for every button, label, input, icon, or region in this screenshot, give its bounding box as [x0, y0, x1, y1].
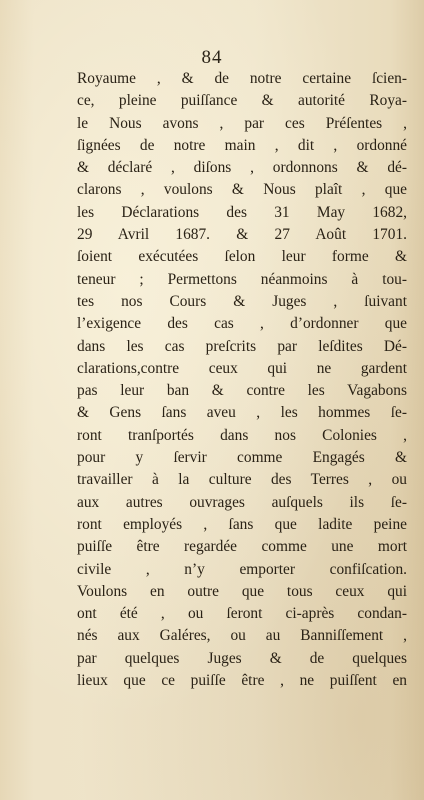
text-line: pour y ſervir comme Engagés &: [77, 449, 407, 467]
body-text: [77, 68, 407, 692]
text-line: le Nous avons , par ces Préſentes ,: [77, 114, 407, 132]
text-line: ont été , ou ſeront ci-après condan-: [77, 605, 407, 623]
text-line: tes nos Cours & Juges , ſuivant: [77, 292, 407, 310]
text-line: clarations,contre ceux qui ne gardent: [77, 359, 407, 377]
text-line: civile , n’y emporter confiſcation.: [77, 560, 407, 578]
text-line: travailler à la culture des Terres , ou: [77, 471, 407, 489]
text-line: dans les cas preſcrits par leſdites Dé-: [77, 337, 407, 355]
text-line: ront employés , ſans que ladite peine: [77, 515, 407, 533]
text-line: les Déclarations des 31 May 1682,: [77, 203, 407, 221]
page-number: 84: [201, 47, 223, 68]
text-line: Royaume , & de notre certaine ſcien-: [77, 70, 407, 87]
text-line: Voulons en outre que tous ceux qui: [77, 582, 407, 600]
text-line: ſoient exécutées ſelon leur forme &: [77, 248, 407, 266]
text-line: nés aux Galéres, ou au Banniſſement ,: [77, 627, 407, 645]
text-line: & déclaré , diſons , ordonnons & dé-: [77, 159, 407, 177]
text-line: 29 Avril 1687. & 27 Août 1701.: [77, 226, 407, 244]
text-line: puiſſe être regardée comme une mort: [77, 538, 407, 556]
text-line: teneur ; Permettons néanmoins à tou-: [77, 270, 407, 288]
text-line: l’exigence des cas , d’ordonner que: [77, 315, 407, 333]
text-line: par quelques Juges & de quelques: [77, 649, 407, 667]
text-line: & Gens ſans aveu , les hommes ſe-: [77, 404, 407, 422]
text-line: ront tranſportés dans nos Colonies ,: [77, 426, 407, 444]
text-line: aux autres ouvrages auſquels ils ſe-: [77, 493, 407, 511]
text-line: ſignées de notre main , dit , ordonné: [77, 136, 407, 154]
text-line: ce, pleine puiſſance & autorité Roya-: [77, 92, 407, 110]
text-line: lieux que ce puiſſe être , ne puiſſent en: [77, 672, 407, 690]
text-line: pas leur ban & contre les Vagabons: [77, 382, 407, 400]
text-line: clarons , voulons & Nous plaît , que: [77, 181, 407, 199]
